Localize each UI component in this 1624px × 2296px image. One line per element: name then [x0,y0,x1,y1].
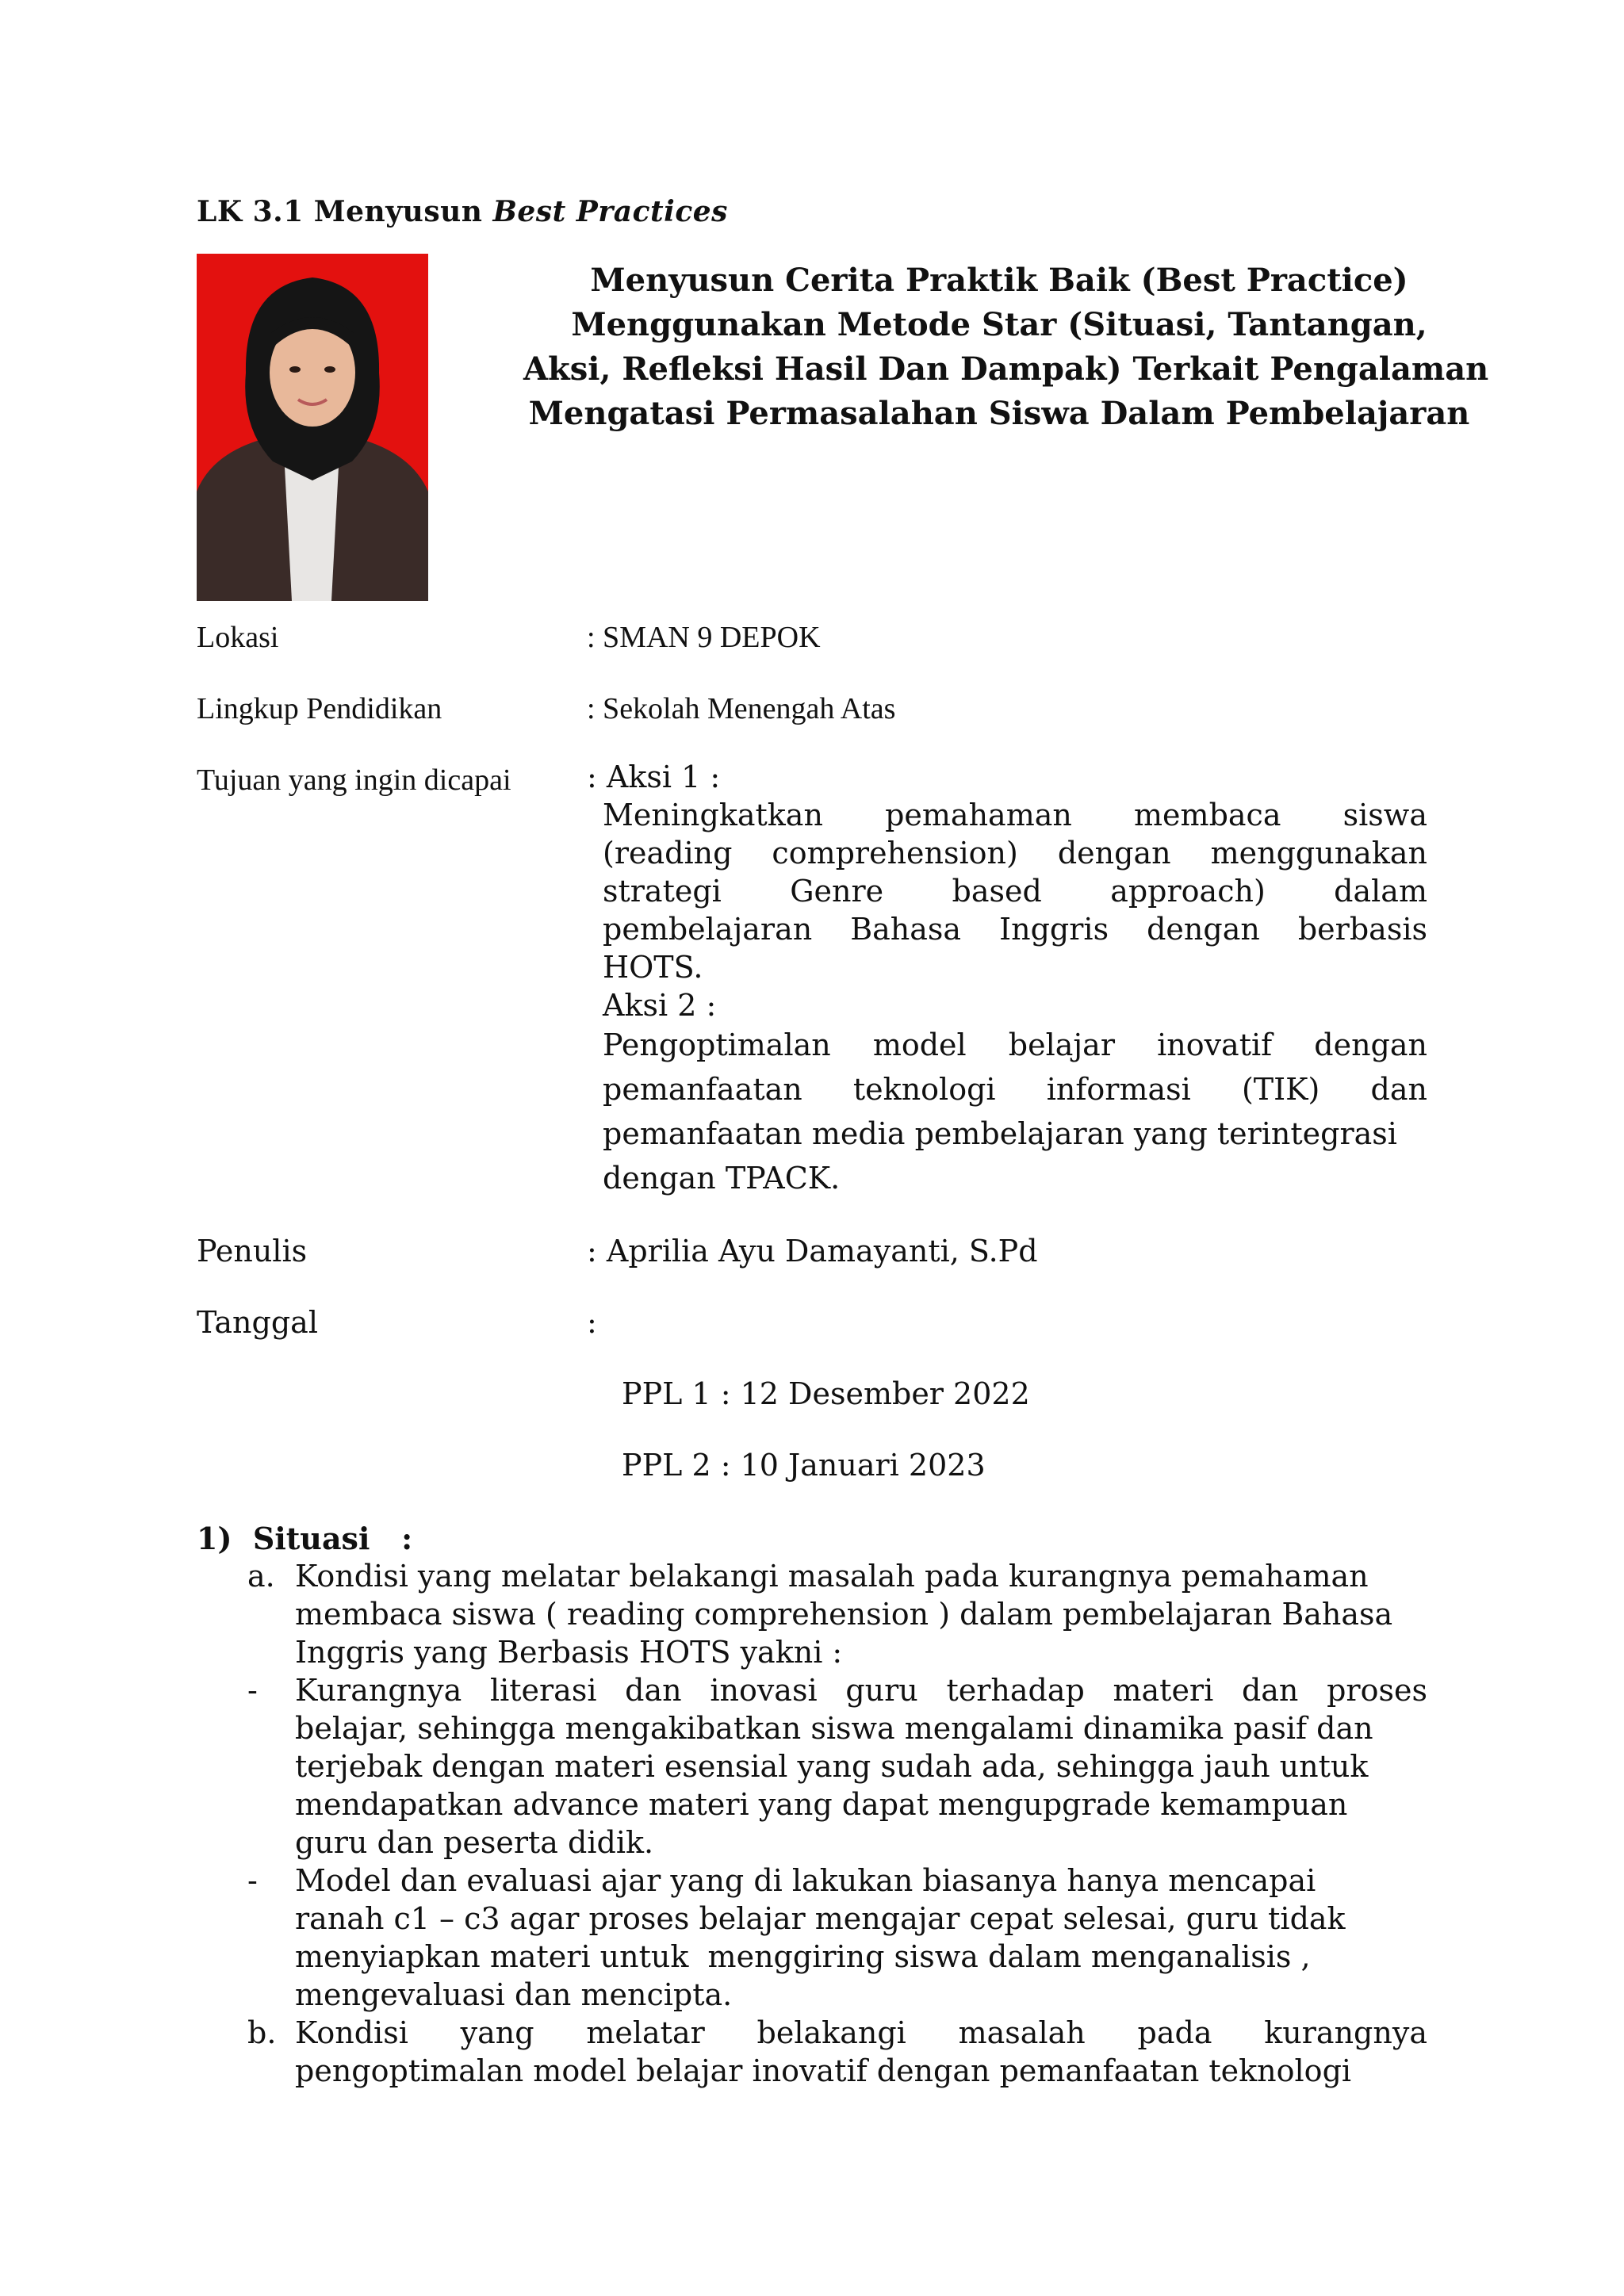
aksi1-heading: : Aksi 1 : [587,760,721,794]
aksi2-word: inovatif [1157,1027,1273,1062]
aksi1-word: dengan [1147,912,1260,947]
aksi2-line [603,1072,1427,1107]
aksi1-line [603,836,1427,871]
penulis-value: : Aprilia Ayu Damayanti, S.Pd [587,1234,1038,1269]
tanggal-label: Tanggal [197,1305,318,1340]
situasi-word: guru [845,1673,918,1708]
author-photo [197,254,428,601]
aksi1-line [603,912,1427,947]
worksheet-heading-prefix: LK 3.1 Menyusun [197,195,493,228]
aksi2-word: Pengoptimalan [603,1027,831,1062]
situasi-heading: 1) Situasi : [197,1521,413,1556]
tujuan-label: Tujuan yang ingin dicapai [197,763,511,797]
aksi1-word: based [952,874,1042,909]
situasi-word: Kurangnya [295,1673,462,1708]
situasi-line: ranah c1 – c3 agar proses belajar mengajar cepat selesai, guru tidak [295,1901,1346,1936]
list-marker: b. [247,2015,277,2050]
aksi2-word: pemanfaatan [603,1072,802,1107]
aksi1-word: strategi [603,874,722,909]
situasi-word: masalah [958,2015,1086,2050]
situasi-word: belakangi [756,2015,906,2050]
situasi-line: Kondisi yang melatar belakangi masalah pada kurangnya pemahaman [295,1559,1369,1594]
situasi-word: pada [1137,2015,1212,2050]
aksi1-line [603,874,1427,909]
aksi2-heading: Aksi 2 : [603,988,717,1023]
aksi1-word: (reading [603,836,733,871]
situasi-word: kurangnya [1264,2015,1427,2050]
worksheet-heading [197,195,728,228]
aksi2-word: (TIK) [1241,1072,1320,1107]
situasi-line: pengoptimalan model belajar inovatif dengan pemanfaatan teknologi [295,2053,1352,2088]
aksi2-line: dengan TPACK. [603,1161,841,1196]
situasi-line: guru dan peserta didik. [295,1825,654,1860]
title-line: Aksi, Refleksi Hasil Dan Dampak) Terkait Pengalaman [523,350,1489,388]
situasi-word: materi [1113,1673,1214,1708]
aksi1-word: dalam [1334,874,1427,909]
aksi2-word: dan [1370,1072,1427,1107]
aksi1-word: approach) [1110,874,1266,909]
lokasi-value: : SMAN 9 DEPOK [587,621,821,654]
situasi-word: proses [1327,1673,1427,1708]
situasi-line: Inggris yang Berbasis HOTS yakni : [295,1635,843,1670]
aksi1-line [603,798,1427,832]
situasi-word: dan [1241,1673,1299,1708]
situasi-line: mendapatkan advance materi yang dapat mengupgrade kemampuan [295,1787,1348,1822]
situasi-word: dan [625,1673,682,1708]
aksi1-word: menggunakan [1210,836,1427,871]
penulis-label: Penulis [197,1234,308,1269]
worksheet-heading-emphasis: Best Practices [492,195,728,228]
situasi-line: membaca siswa ( reading comprehension ) dalam pembelajaran Bahasa [295,1597,1393,1632]
portrait-illustration [197,254,428,601]
title-line: Menyusun Cerita Praktik Baik (Best Practice) [590,262,1408,299]
tanggal-value: : [587,1305,597,1340]
lokasi-label: Lokasi [197,621,279,654]
ppl2-date: PPL 2 : 10 Januari 2023 [622,1448,986,1483]
situasi-line: Model dan evaluasi ajar yang di lakukan biasanya hanya mencapai [295,1863,1316,1898]
ppl1-date: PPL 1 : 12 Desember 2022 [622,1376,1030,1411]
lingkup-value: : Sekolah Menengah Atas [587,692,896,725]
situasi-line: mengevaluasi dan mencipta. [295,1977,733,2012]
aksi2-word: informasi [1046,1072,1191,1107]
aksi2-word: teknologi [852,1072,996,1107]
aksi2-line [603,1027,1427,1062]
aksi1-word: membaca [1134,798,1281,832]
lingkup-label: Lingkup Pendidikan [197,692,442,725]
situasi-line: belajar, sehingga mengakibatkan siswa mengalami dinamika pasif dan [295,1711,1373,1746]
aksi1-word: Bahasa [850,912,962,947]
title-line: Menggunakan Metode Star (Situasi, Tantangan, [571,306,1427,343]
situasi-word: terhadap [946,1673,1085,1708]
document-title [523,258,1489,436]
aksi2-word: belajar [1008,1027,1115,1062]
situasi-word: Kondisi [295,2015,408,2050]
situasi-line [295,1673,1427,1708]
aksi1-word: pembelajaran [603,912,813,947]
aksi1-line: HOTS. [603,950,703,985]
situasi-line [295,2015,1427,2050]
list-marker: - [247,1863,258,1898]
aksi1-word: Meningkatkan [603,798,823,832]
aksi1-word: pemahaman [885,798,1072,832]
aksi1-word: dengan [1057,836,1171,871]
title-line: Mengatasi Permasalahan Siswa Dalam Pembelajaran [528,395,1470,432]
situasi-word: yang [460,2015,534,2050]
aksi1-word: Genre [790,874,884,909]
list-marker: - [247,1673,258,1708]
situasi-line: menyiapkan materi untuk menggiring siswa dalam menganalisis , [295,1939,1311,1974]
situasi-word: literasi [489,1673,597,1708]
aksi2-line: pemanfaatan media pembelajaran yang terintegrasi [603,1116,1397,1151]
situasi-word: inovasi [710,1673,818,1708]
aksi1-word: berbasis [1297,912,1427,947]
situasi-word: melatar [586,2015,705,2050]
situasi-line: terjebak dengan materi esensial yang sudah ada, sehingga jauh untuk [295,1749,1369,1784]
aksi1-word: siswa [1342,798,1427,832]
list-marker: a. [247,1559,275,1594]
aksi2-word: model [872,1027,967,1062]
aksi1-word: comprehension) [772,836,1018,871]
aksi2-word: dengan [1314,1027,1427,1062]
aksi1-word: Inggris [999,912,1109,947]
